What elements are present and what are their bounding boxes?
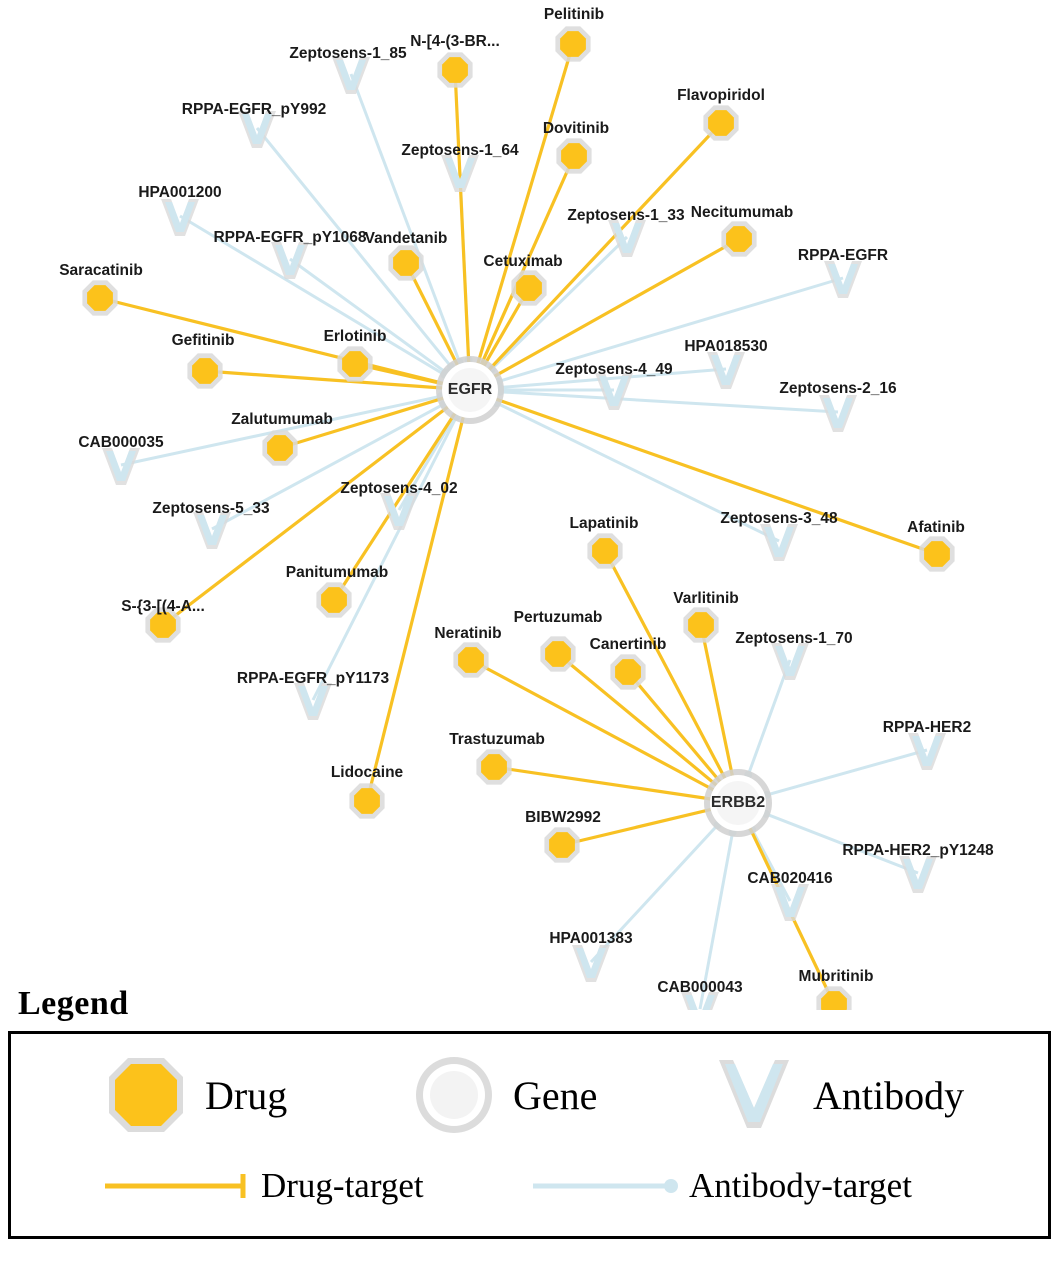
drug-node-label: Pelitinib [543, 6, 605, 24]
drug-node[interactable] [262, 430, 297, 465]
antibody-node[interactable] [294, 683, 332, 720]
antibody-node-label: RPPA-EGFR [797, 247, 889, 265]
drug-node-label: Necitumumab [690, 204, 794, 222]
drug-node-label: Dovitinib [542, 120, 610, 138]
legend [8, 985, 1051, 1239]
drug-node[interactable] [349, 783, 384, 818]
drug-target-edge [470, 390, 937, 554]
antibody-node-label: Zeptosens-2_16 [779, 380, 897, 398]
legend-label-gene: Gene [513, 1072, 598, 1118]
drug-node-label: Lapatinib [569, 515, 639, 533]
drug-octagon-icon [103, 1052, 189, 1138]
drug-node[interactable] [587, 533, 622, 568]
drug-node[interactable] [555, 26, 590, 61]
drug-node-label: Vandetanib [364, 230, 448, 248]
drug-target-edge [455, 70, 470, 390]
antibody-node[interactable] [102, 448, 140, 485]
antibody-node[interactable] [819, 395, 857, 432]
drug-node-label: Erlotinib [323, 328, 387, 346]
drug-node[interactable] [703, 105, 738, 140]
drug-node[interactable] [187, 353, 222, 388]
drug-node-label: Canertinib [589, 636, 667, 654]
antibody-node-label: CAB000035 [78, 434, 164, 452]
drug-node[interactable] [511, 270, 546, 305]
antibody-node-label: RPPA-EGFR_pY1068 [213, 229, 367, 247]
antibody-target-edge [313, 390, 470, 700]
drug-node-label: Flavopiridol [677, 87, 765, 105]
antibody-vee-icon [711, 1052, 797, 1138]
drug-node-label: Afatinib [907, 519, 965, 537]
drug-node-label: N-[4-(3-BR... [410, 33, 500, 51]
antibody-node-label: Zeptosens-1_64 [401, 142, 519, 160]
legend-label-antibody: Antibody [813, 1072, 965, 1118]
drug-node-label: Panitumumab [285, 564, 389, 582]
antibody-node-label: Zeptosens-5_33 [152, 500, 270, 518]
antibody-node-label: RPPA-HER2_pY1248 [842, 842, 994, 860]
gene-circle-icon [411, 1052, 497, 1138]
drug-node-label: Cetuximab [483, 253, 563, 271]
antibody-node[interactable] [771, 884, 809, 921]
drug-node-label: Gefitinib [171, 332, 235, 350]
antibody-node-label: RPPA-EGFR_pY1173 [236, 670, 390, 688]
legend-label-antibody-target: Antibody-target [689, 1166, 912, 1205]
legend-item-antibody-target [531, 1166, 912, 1206]
antibody-node-label: Zeptosens-4_49 [555, 361, 673, 379]
drug-node[interactable] [337, 346, 372, 381]
drug-node-label: Zalutumumab [231, 411, 333, 429]
legend-title: Legend [18, 985, 129, 1022]
legend-item-gene [411, 1052, 597, 1138]
drug-node[interactable] [316, 582, 351, 617]
antibody-node-label: RPPA-EGFR_pY992 [181, 101, 327, 119]
antibody-node-label: CAB020416 [747, 870, 833, 888]
antibody-node-label: HPA018530 [684, 338, 768, 356]
drug-node[interactable] [544, 827, 579, 862]
antibody-target-edge-icon [531, 1166, 681, 1206]
drug-node[interactable] [540, 636, 575, 671]
drug-node[interactable] [683, 607, 718, 642]
legend-label-drug-target: Drug-target [261, 1166, 424, 1205]
drug-node-label: BIBW2992 [525, 809, 601, 827]
antibody-node[interactable] [193, 512, 231, 549]
drug-node[interactable] [82, 280, 117, 315]
drug-node[interactable] [556, 138, 591, 173]
antibody-node-label: Zeptosens-1_70 [735, 630, 853, 648]
drug-node-label: Trastuzumab [449, 731, 545, 749]
legend-item-drug-target [103, 1166, 424, 1206]
antibody-node-label: HPA001383 [549, 930, 633, 948]
drug-node[interactable] [437, 52, 472, 87]
drug-node[interactable] [610, 654, 645, 689]
drug-node[interactable] [388, 245, 423, 280]
antibody-node-label: HPA001200 [138, 184, 222, 202]
legend-item-antibody [711, 1052, 964, 1138]
drug-node-label: S-{3-[(4-A... [121, 598, 205, 616]
gene-node-label: ERBB2 [710, 794, 766, 812]
antibody-node[interactable] [899, 856, 937, 893]
antibody-node-label: Zeptosens-1_85 [289, 45, 407, 63]
legend-item-drug [103, 1052, 287, 1138]
antibody-node-label: Zeptosens-1_33 [567, 207, 685, 225]
antibody-node-label: CAB000043 [657, 979, 743, 997]
drug-node-label: Varlitinib [673, 590, 739, 608]
drug-node-label: Pertuzumab [513, 609, 603, 627]
drug-node-label: Lidocaine [330, 764, 404, 782]
drug-node[interactable] [919, 536, 954, 571]
drug-node-label: Neratinib [434, 625, 502, 643]
drug-node[interactable] [453, 642, 488, 677]
antibody-node-label: RPPA-HER2 [882, 719, 972, 737]
antibody-node-label: Zeptosens-3_48 [720, 510, 838, 528]
antibody-node[interactable] [760, 524, 798, 561]
antibody-node[interactable] [572, 945, 610, 982]
drug-node-label: Saracatinib [59, 262, 143, 280]
legend-label-drug: Drug [205, 1072, 288, 1118]
legend-box [8, 1031, 1051, 1239]
drug-target-edge-icon [103, 1166, 253, 1206]
drug-node[interactable] [476, 749, 511, 784]
drug-node-label: Mubritinib [798, 968, 874, 986]
drug-node[interactable] [721, 221, 756, 256]
gene-node-label: EGFR [447, 381, 493, 399]
antibody-node-label: Zeptosens-4_02 [340, 480, 458, 498]
